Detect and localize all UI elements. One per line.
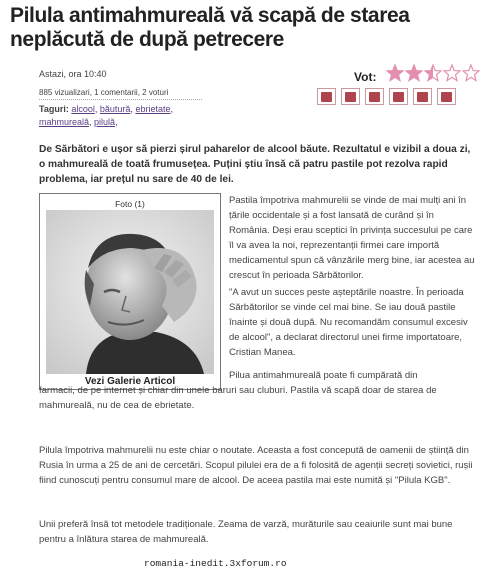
star-icon[interactable] <box>405 64 423 82</box>
share-toolbar <box>317 88 461 105</box>
tag-link-ebrietate[interactable]: ebrietate <box>135 104 171 114</box>
article-date: Astazi, ora 10:40 <box>39 69 107 79</box>
photo-box <box>39 193 221 390</box>
print-icon[interactable] <box>389 88 408 105</box>
favorite-icon[interactable] <box>413 88 432 105</box>
yahoo-icon[interactable] <box>437 88 456 105</box>
paragraph: Pilula împotriva mahmurelii nu este chiar o noutate. Aceasta a fost concepută de oamenii de știință din Rusia în urma a 25 de ani de cercetări. Scopul pilulei era de a fi folosită de agenții secreți sovietici, rușii fiind cunoscuți pentru consumul mare de alcool. De aceea pastila mai este numită și "Pilula KGB". <box>39 445 473 486</box>
star-icon[interactable] <box>424 64 442 82</box>
article-stats: 885 vizualizari, 1 comentarii, 2 voturi <box>39 88 169 97</box>
bookmark-icon[interactable] <box>317 88 336 105</box>
paragraph: Pastila împotriva mahmurelii se vinde de mai mulți ani în țările occidentale și a fost lansată de curând și în România. Deși erau sceptici în privința succesului pe care îl va avea la noi, reprezentanții firmei care importă medicamentul spun că vânzările merg bine, iar acestea au crescut în perioada Sărbătorilor. <box>229 195 475 281</box>
tag-link-alcool[interactable]: alcool <box>71 104 95 114</box>
star-icon[interactable] <box>462 64 480 82</box>
star-icon[interactable] <box>443 64 461 82</box>
star-icon[interactable] <box>386 64 404 82</box>
article-photo[interactable] <box>46 210 214 374</box>
comment-icon[interactable] <box>341 88 360 105</box>
tag-link-pilula[interactable]: pilulă <box>94 117 116 127</box>
paragraph: Unii preferă însă tot metodele tradiționale. Zeama de varză, murăturile sau ceaiurile sunt mai bune pentru a înlătura starea de mahmureală. <box>39 519 453 545</box>
gallery-link[interactable]: Vezi Galerie Articol <box>84 376 176 387</box>
quote-paragraph: "A avut un succes peste așteptările noastre. În perioada Sărbătorilor se vinde cel mai bine. Se iau două pastile înainte și două după. Nu recomandăm consumul excesiv de alcool", a declarat directorul unei firme importatoare, Cristian Manea. <box>229 287 468 358</box>
tag-link-bautura[interactable]: băutură <box>99 104 131 114</box>
paragraph: Pilua antimahmureală poate fi cumpărată din <box>229 370 418 381</box>
article-lead: De Sărbători e ușor să pierzi șirul paharelor de alcool băute. Rezultatul e vizibil a doua zi, o mahmureală de toată frumusețea. Puțini știu însă că patru pastile pot rezolva rapid problema, iar prețul nu sare de 40 de lei. <box>39 144 471 185</box>
article-title: Pilula antimahmureală vă scapă de starea neplăcută de după petrecere <box>10 4 410 51</box>
email-icon[interactable] <box>365 88 384 105</box>
footer-site: romania-inedit.3xforum.ro <box>144 558 287 569</box>
photo-caption: Foto (1) <box>115 199 145 209</box>
tag-link-mahmureala[interactable]: mahmureală <box>39 117 90 127</box>
tags-label: Taguri: <box>39 104 69 114</box>
divider <box>39 99 202 100</box>
star-rating[interactable] <box>386 64 481 84</box>
vote-label: Vot: <box>354 70 377 84</box>
tags-line: Taguri: alcool, băutură, ebrietate, mahmureală, pilulă, <box>39 104 173 127</box>
paragraph: farmacii, de pe internet și chiar din unele baruri sau cluburi. Pastila vă scapă doar de starea de mahmureală, nu de cea de ebrietate. <box>39 385 437 411</box>
